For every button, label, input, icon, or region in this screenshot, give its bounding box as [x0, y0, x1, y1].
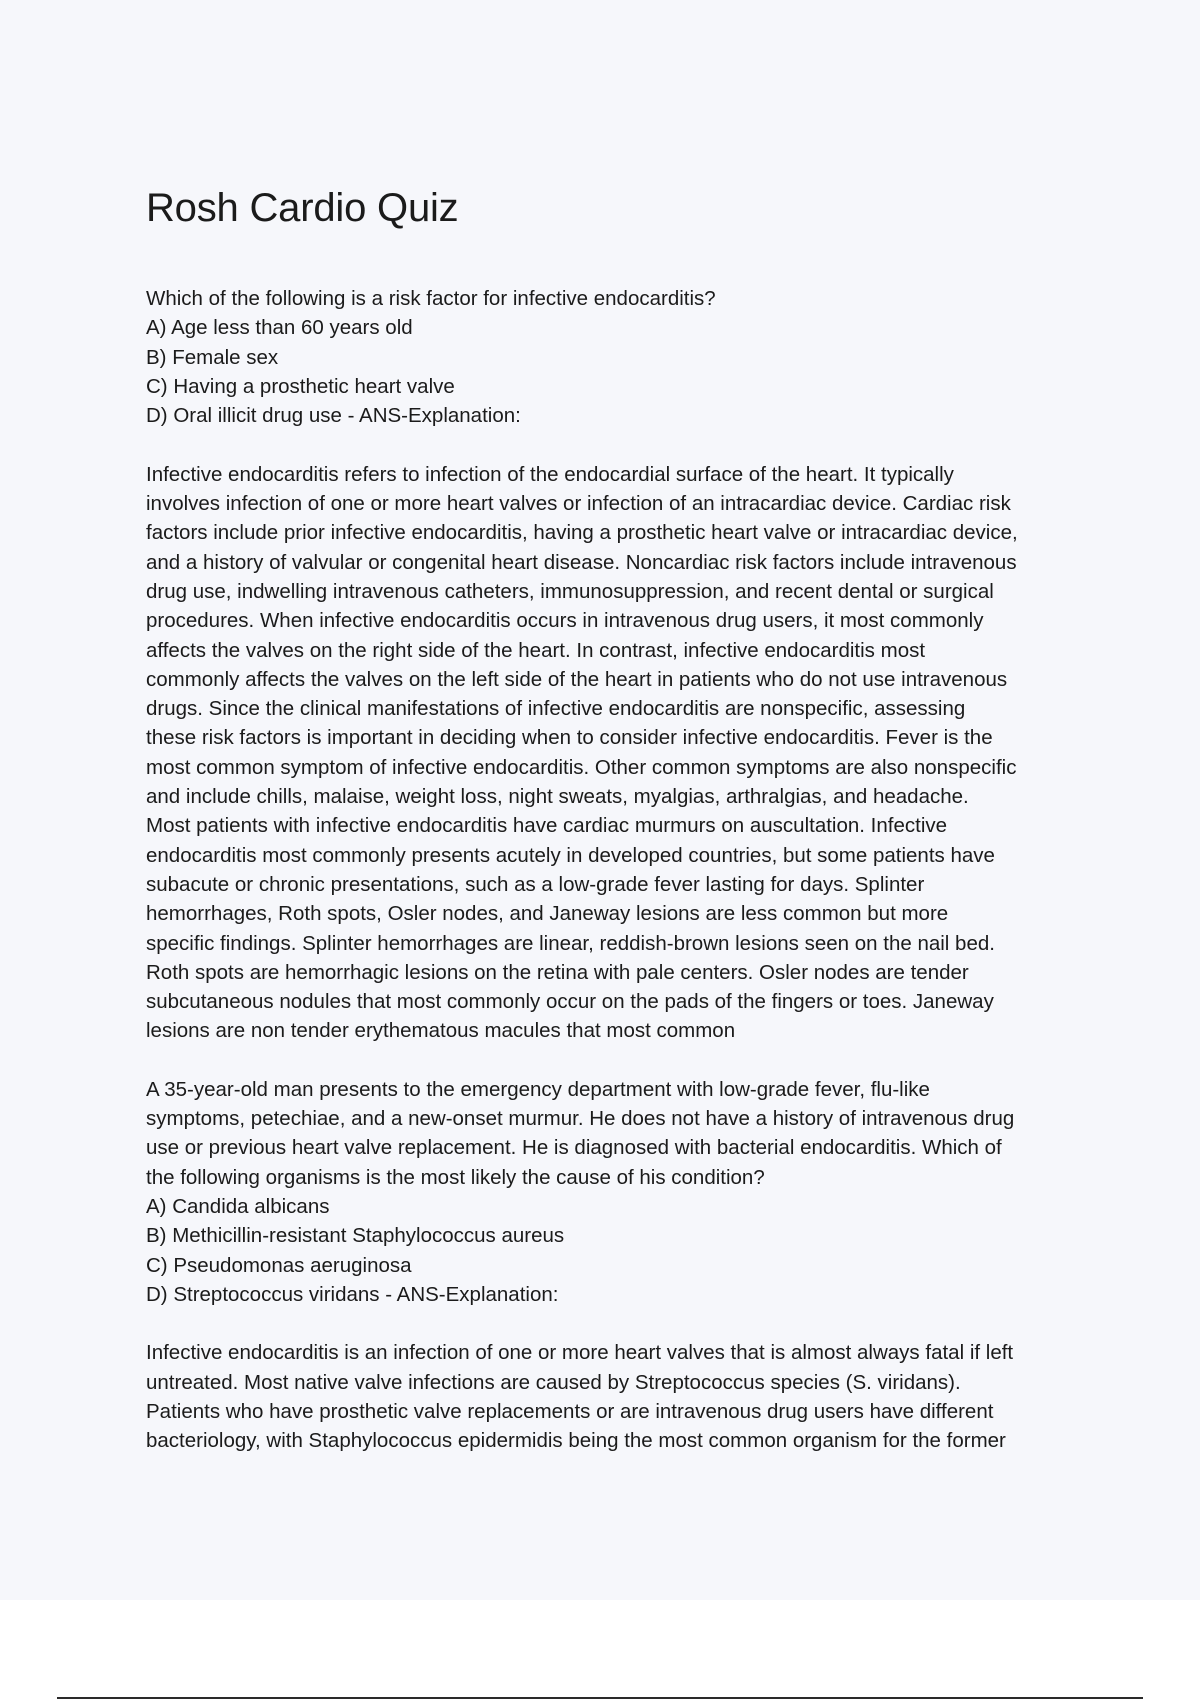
- question-1-stem-line: Which of the following is a risk factor for infective endocarditis?: [146, 287, 716, 310]
- document-content: [146, 180, 1096, 1456]
- explanation-line: Infective endocarditis refers to infection of the endocardial surface of the heart. It typically: [146, 462, 954, 486]
- explanation-line: untreated. Most native valve infections are caused by Streptococcus species (S. viridans).: [146, 1370, 961, 1394]
- explanation-line: endocarditis most commonly presents acutely in developed countries, but some patients have: [146, 843, 995, 867]
- explanation-line: most common symptom of infective endocarditis. Other common symptoms are also nonspecific: [146, 755, 1017, 779]
- explanation-line: and include chills, malaise, weight loss, night sweats, myalgias, arthralgias, and headache.: [146, 785, 969, 809]
- explanation-line: Infective endocarditis is an infection of one or more heart valves that is almost always fatal if left: [146, 1341, 1014, 1365]
- question-2-explanation: [146, 1338, 1096, 1455]
- explanation-line: affects the valves on the right side of the heart. In contrast, infective endocarditis most: [146, 638, 926, 662]
- question-1: [146, 284, 1096, 1046]
- question-2-stem-line: symptoms, petechiae, and a new-onset murmur. He does not have a history of intravenous drug: [146, 1107, 1015, 1131]
- explanation-line: Patients who have prosthetic valve replacements or are intravenous drug users have different: [146, 1399, 994, 1423]
- footer-divider: [57, 1697, 1143, 1699]
- explanation-line: hemorrhages, Roth spots, Osler nodes, and Janeway lesions are less common but more: [146, 902, 949, 926]
- question-2-stem-line: A 35-year-old man presents to the emergency department with low-grade fever, flu-like: [146, 1077, 930, 1101]
- question-1-option-d: D) Oral illicit drug use - ANS-Explanation:: [146, 404, 521, 428]
- explanation-line: drug use, indwelling intravenous catheters, immunosuppression, and recent dental or surgical: [146, 579, 994, 603]
- explanation-line: factors include prior infective endocarditis, having a prosthetic heart valve or intracardiac device,: [146, 521, 1018, 545]
- question-1-option-a: A) Age less than 60 years old: [146, 316, 413, 340]
- question-1-option-b: B) Female sex: [146, 345, 279, 369]
- explanation-line: bacteriology, with Staphylococcus epidermidis being the most common organism for the former: [146, 1429, 1006, 1453]
- explanation-line: commonly affects the valves on the left side of the heart in patients who do not use intravenous: [146, 667, 1008, 691]
- question-2-option-a: A) Candida albicans: [146, 1194, 330, 1218]
- explanation-line: and a history of valvular or congenital heart disease. Noncardiac risk factors include intravenous: [146, 550, 1017, 574]
- explanation-line: subcutaneous nodules that most commonly occur on the pads of the fingers or toes. Janeway: [146, 990, 994, 1014]
- question-2-stem-line: use or previous heart valve replacement. He is diagnosed with bacterial endocarditis. Which of: [146, 1136, 1002, 1160]
- question-2-stem-line: the following organisms is the most likely the cause of his condition?: [146, 1165, 765, 1189]
- question-2-option-b: B) Methicillin-resistant Staphylococcus aureus: [146, 1224, 565, 1248]
- explanation-line: specific findings. Splinter hemorrhages are linear, reddish-brown lesions seen on the nail bed.: [146, 931, 995, 955]
- explanation-line: these risk factors is important in deciding when to consider infective endocarditis. Fever is the: [146, 726, 993, 750]
- question-1-explanation: [146, 460, 1096, 1046]
- explanation-line: involves infection of one or more heart valves or infection of an intracardiac device. Cardiac risk: [146, 492, 1011, 516]
- question-1-option-c: C) Having a prosthetic heart valve: [146, 374, 455, 398]
- question-2-option-c: C) Pseudomonas aeruginosa: [146, 1253, 412, 1277]
- page-title: Rosh Cardio Quiz: [146, 186, 459, 230]
- question-2: [146, 1075, 1096, 1456]
- explanation-line: procedures. When infective endocarditis occurs in intravenous drug users, it most commonly: [146, 609, 984, 633]
- explanation-line: lesions are non tender erythematous macules that most common: [146, 1019, 736, 1043]
- explanation-line: drugs. Since the clinical manifestations of infective endocarditis are nonspecific, assessing: [146, 697, 966, 721]
- explanation-line: Most patients with infective endocarditis have cardiac murmurs on auscultation. Infective: [146, 814, 948, 838]
- explanation-line: subacute or chronic presentations, such as a low-grade fever lasting for days. Splinter: [146, 872, 925, 896]
- explanation-line: Roth spots are hemorrhagic lesions on the retina with pale centers. Osler nodes are tender: [146, 960, 969, 984]
- question-2-option-d: D) Streptococcus viridans - ANS-Explanation:: [146, 1282, 559, 1306]
